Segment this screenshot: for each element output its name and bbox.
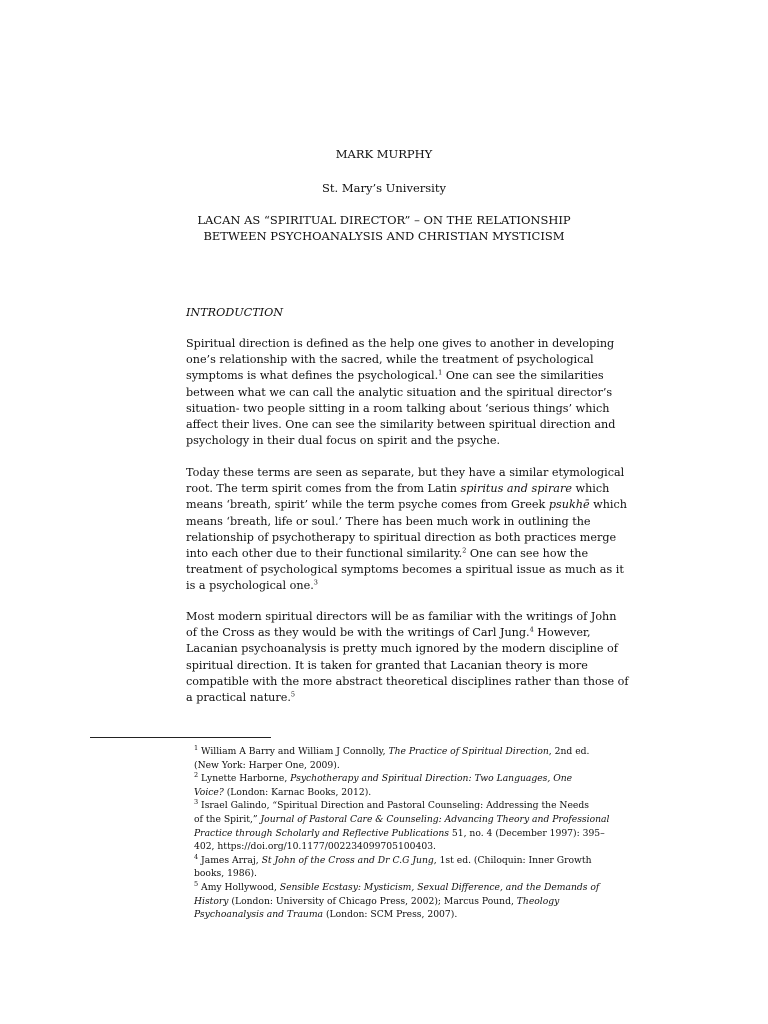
paragraph-2 xyxy=(186,465,627,595)
text-line: Most modern spiritual directors will be as familiar with the writings of John xyxy=(186,610,617,623)
text-line: into each other due to their functional similarity.$^2$ One can see how the xyxy=(186,546,589,561)
text-line: means ‘breath, life or soul.’ There has been much work in outlining the xyxy=(186,514,591,528)
text-line: relationship of psychotherapy to spiritual direction as both practices merge xyxy=(186,530,617,544)
text-line: of the Cross as they would be with the writings of Carl Jung.$^4$ However, xyxy=(186,625,591,640)
footnote-ref-1: 1 xyxy=(438,368,443,377)
paper-title-line-1: LACAN AS “SPIRITUAL DIRECTOR” – ON THE RELATIONSHIP xyxy=(197,213,571,227)
footnotes xyxy=(194,743,610,922)
footnote-1: $^1$ William A Barry and William J Connolly, The Practice of Spiritual Direction, 2nd ed. (New York: Harper One, 2009). xyxy=(194,743,590,771)
author-name: MARK MURPHY xyxy=(335,147,433,161)
text-line: one’s relationship with the sacred, while the treatment of psychological xyxy=(186,353,594,367)
text-line: Today these terms are seen as separate, but they have a similar etymological xyxy=(186,466,625,479)
footnote-ref-2: 2 xyxy=(462,546,467,555)
text-line: Lacanian psychoanalysis is pretty much ignored by the modern discipline of xyxy=(186,642,618,656)
author-affiliation: St. Mary’s University xyxy=(322,181,446,195)
paragraph-3 xyxy=(186,609,629,706)
footnote-2: $^2$ Lynette Harborne, Psychotherapy and Spiritual Direction: Two Languages, One Voice? (London: Karnac Books, 2012). xyxy=(194,771,573,798)
footnote-ref-5: 5 xyxy=(290,690,296,699)
paper-title xyxy=(150,212,618,244)
text-line: affect their lives. One can see the similarity between spiritual direction and xyxy=(186,418,616,432)
footnote-ref-3: 3 xyxy=(313,578,318,587)
section-heading: INTRODUCTION xyxy=(186,306,284,319)
text-line: compatible with the more abstract theoretical disciplines rather than those of xyxy=(186,674,629,688)
text-line: situation- two people sitting in a room talking about ‘serious things’ which xyxy=(186,401,610,415)
text-line: symptoms is what defines the psychological.$^1$ One can see the similarities xyxy=(186,368,604,383)
footnote-4: $^4$ James Arraj, St John of the Cross and Dr C.G Jung, 1st ed. (Chiloquin: Inner Growth books, 1986). xyxy=(194,852,592,880)
footnote-ref-4: 4 xyxy=(529,625,534,634)
paragraph-1 xyxy=(186,336,616,449)
footnote-3: $^3$ Israel Galindo, “Spiritual Direction and Pastoral Counseling: Addressing the Needs of the Spirit,” Journal of Pastoral Care & Counseling: Advancing Theory and Professional Practice through Scholarly and Reflective Publications 51, no. 4 (December 1997): 395– 402, https://doi.org/10.1177/002234099705100403. xyxy=(194,798,610,853)
text-line: a practical nature.$^5$ xyxy=(186,690,296,705)
text-line: is a psychological one.$^3$ xyxy=(186,578,318,593)
text-line: psychology in their dual focus on spirit and the psyche. xyxy=(186,434,501,448)
text-line: between what we can call the analytic situation and the spiritual director’s xyxy=(186,385,613,399)
text-line: treatment of psychological symptoms becomes a spiritual issue as much as it xyxy=(186,563,624,577)
footnote-5: $^5$ Amy Hollywood, Sensible Ecstasy: Mysticism, Sexual Difference, and the Demands of History (London: University of Chicago Press, 2002); Marcus Pound, Theology Psychoanalysis and Trauma (London: SCM Press, 2007). xyxy=(194,879,600,921)
footnote-separator xyxy=(90,737,271,738)
paper-title-line-2: BETWEEN PSYCHOANALYSIS AND CHRISTIAN MYSTICISM xyxy=(203,229,565,243)
text-line: Spiritual direction is defined as the help one gives to another in developing xyxy=(186,337,615,350)
text-line: means ‘breath, spirit’ while the term psyche comes from Greek psukhē which xyxy=(186,498,627,512)
text-line: spiritual direction. It is taken for granted that Lacanian theory is more xyxy=(186,658,588,672)
text-line: root. The term spirit comes from the from Latin spiritus and spirare which xyxy=(186,482,610,496)
